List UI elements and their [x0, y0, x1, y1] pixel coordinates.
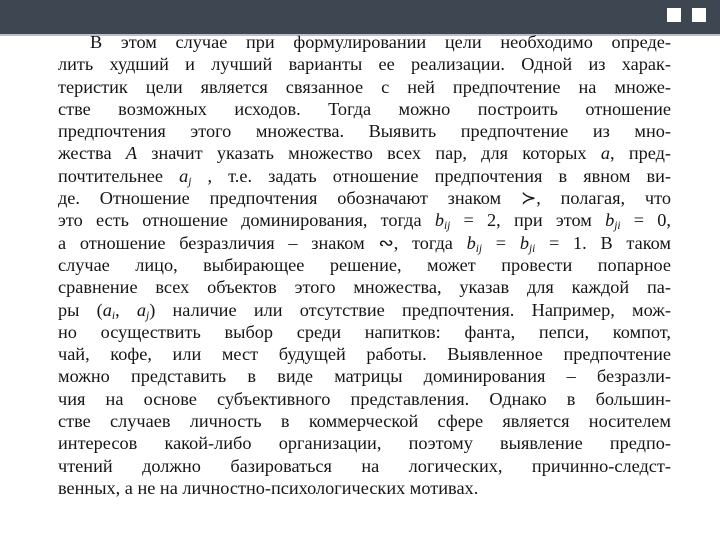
text-line: почтительнее $a_j$ , т.е. задать отношение предпочтения в явном ви-	[58, 165, 672, 188]
text-line: жества A значит указать множество всех пар, для которых a, пред-	[58, 143, 671, 164]
text-line: чай, кофе, или мест будущей работы. Выявленное предпочтение	[58, 344, 671, 365]
text-line: В этом случае при формулировании цели необходимо опреде-	[90, 32, 671, 52]
text-line: стве случаев личность в коммерческой сфере является носителем	[58, 411, 671, 432]
text-line: де. Отношение предпочтения обозначают знаком ≻, полагая, что	[58, 188, 671, 209]
text-line: лить худший и лучший варианты ее реализации. Одной из харак-	[58, 54, 671, 75]
text-block	[58, 31, 671, 499]
text-line: ры ($a_i$, $a_j$) наличие или отсутствие предпочтения. Например, мож-	[58, 299, 672, 322]
corner-square-right	[690, 6, 708, 24]
text-line: предпочтения этого множества. Выявить предпочтение из мно-	[58, 121, 671, 142]
text-line: стве возможных исходов. Тогда можно построить отношение	[58, 98, 671, 119]
text-line: но осуществить выбор среди напитков: фанта, пепси, компот,	[58, 321, 671, 342]
text-line: венных, а не на личностно-психологических мотивах.	[58, 477, 479, 498]
text-line: теристик цели является связанное с ней предпочтение на множе-	[58, 76, 671, 97]
text-line: интересов какой-либо организации, поэтому выявление предпо-	[58, 433, 671, 454]
text-line: это есть отношение доминирования, тогда $b_{ij} = 2$, при этом $b_{ji} = 0$,	[58, 210, 671, 233]
corner-square-left	[665, 6, 683, 24]
text-line: случае лицо, выбирающее решение, может провести попарное	[58, 254, 671, 275]
text-line: а отношение безразличия – знаком ∾, тогда $b_{ij} = b_{ji} = 1$. В таком	[58, 232, 672, 255]
slide-header-bar	[0, 0, 720, 34]
text-line: можно представить в виде матрицы доминирования – безразли-	[58, 366, 671, 387]
text-line: чтений должно базироваться на логических, причинно-следст-	[58, 455, 671, 476]
text-line: сравнение всех объектов этого множества, указав для каждой па-	[58, 277, 671, 298]
text-line: чия на основе субъективного представления. Однако в большин-	[58, 388, 671, 409]
